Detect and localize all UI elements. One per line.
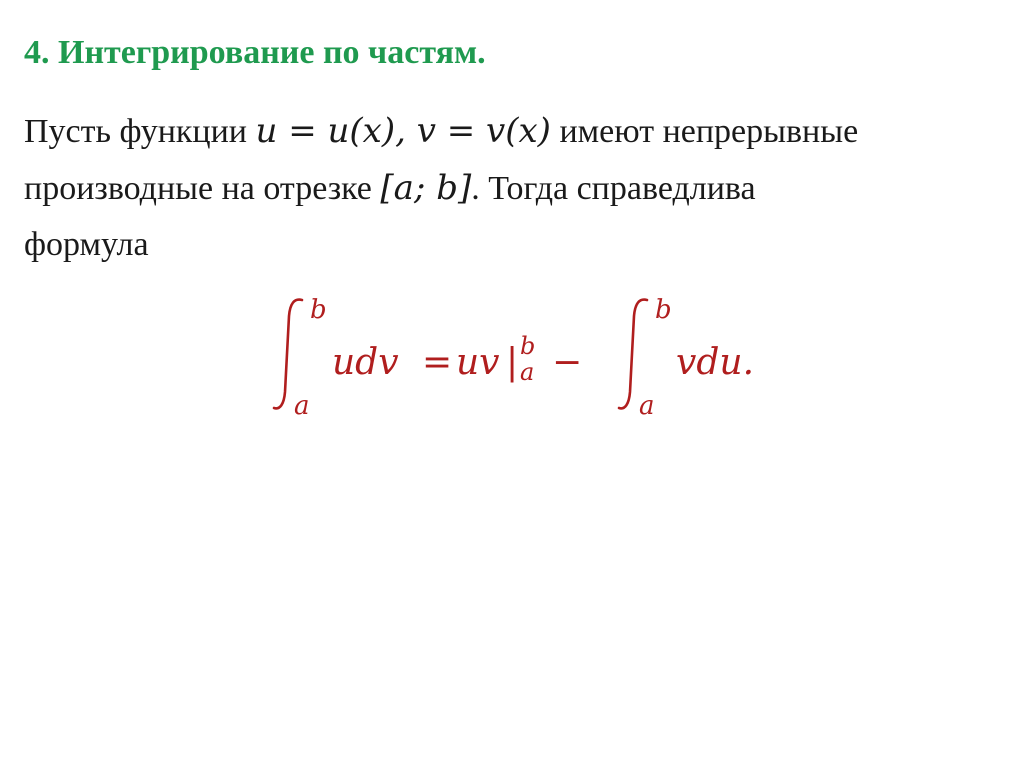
integral-upper-limit-right: b bbox=[655, 295, 672, 325]
u-definition: u = u(x), bbox=[255, 111, 417, 151]
integrand-right: vdu. bbox=[676, 342, 755, 383]
line1-suffix: имеют непрерывные bbox=[550, 113, 859, 150]
slide-paragraph bbox=[24, 103, 1004, 273]
integral-lower-limit-right: a bbox=[639, 391, 655, 421]
integral-lower-limit-left: a bbox=[294, 391, 310, 421]
line1-prefix: Пусть функции bbox=[24, 113, 256, 150]
formula-svg bbox=[274, 295, 774, 421]
bar-upper-limit: b bbox=[520, 332, 536, 360]
bar-lower-limit: a bbox=[520, 358, 535, 386]
line2-suffix: . Тогда справедлива bbox=[471, 170, 756, 207]
equals-sign: = bbox=[422, 342, 453, 383]
paragraph-line-1 bbox=[24, 103, 1004, 160]
line3: формула bbox=[24, 226, 149, 263]
v-definition: v = v(x) bbox=[416, 111, 551, 151]
uv-product: uv bbox=[456, 342, 500, 383]
paragraph-line-3 bbox=[24, 217, 1004, 273]
minus-sign: − bbox=[552, 342, 583, 383]
integral-upper-limit-left: b bbox=[310, 295, 327, 325]
line2-prefix: производные на отрезке bbox=[24, 170, 381, 207]
interval: [a; b] bbox=[380, 168, 472, 208]
integration-by-parts-formula bbox=[274, 295, 774, 421]
paragraph-line-2 bbox=[24, 160, 1004, 217]
integrand-left: udv bbox=[332, 342, 399, 383]
evaluation-bar: | bbox=[506, 342, 519, 383]
slide-title: 4. Интегрирование по частям. bbox=[24, 34, 486, 71]
